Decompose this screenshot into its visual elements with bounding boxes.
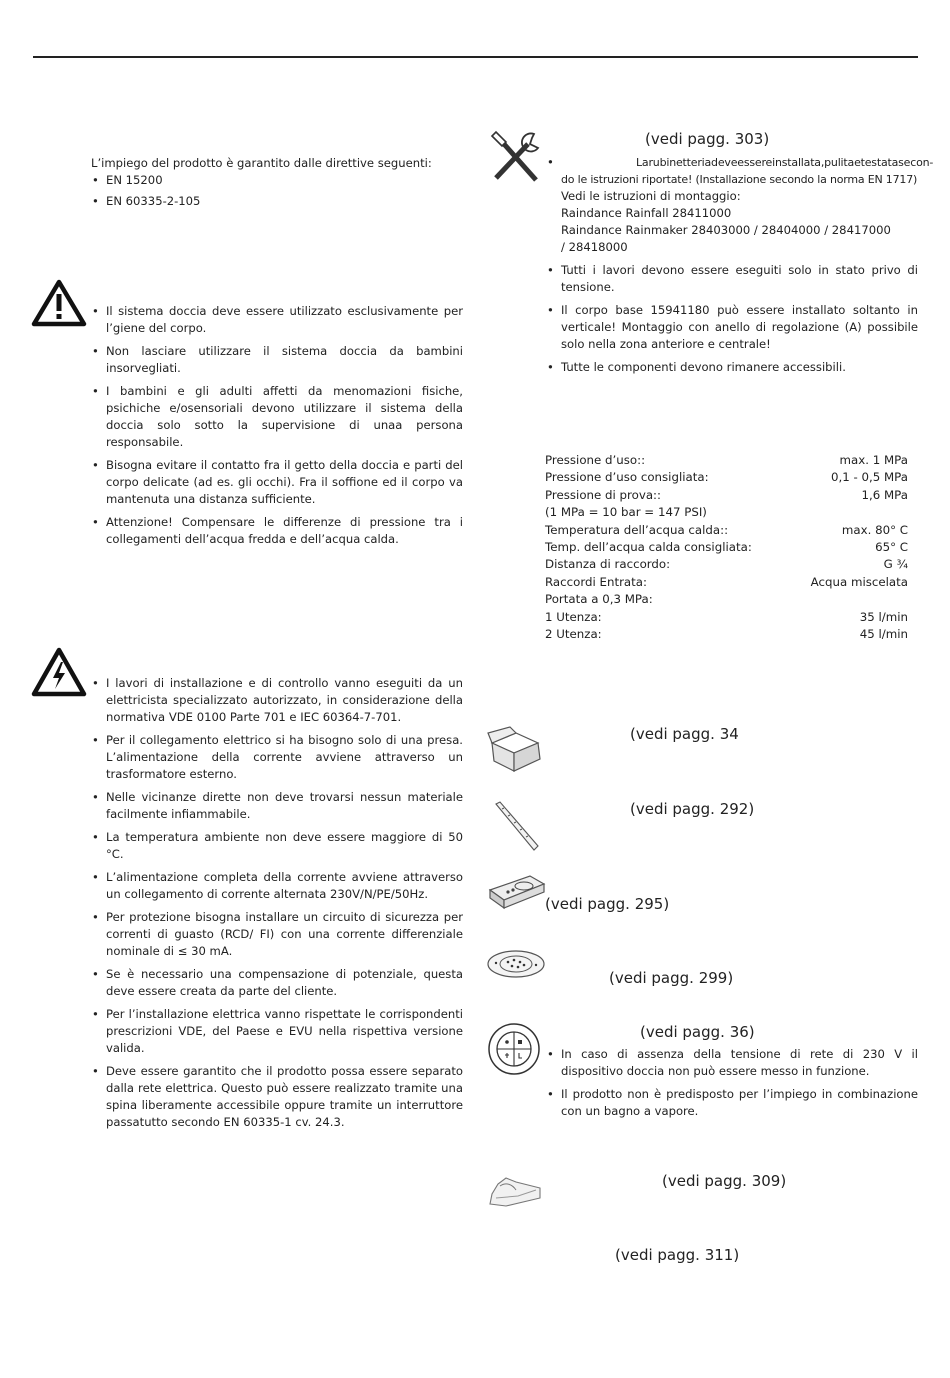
standard-item-2: • EN 60335-2-105 xyxy=(91,193,471,210)
spec-label: Pressione di prova:: xyxy=(545,487,661,502)
spec-row xyxy=(545,556,908,573)
spec-label: Temperatura dell’acqua calda:: xyxy=(545,522,729,537)
shower-head-ref: (vedi pagg. 299) xyxy=(609,969,734,987)
spec-row xyxy=(545,574,908,591)
panel-icon xyxy=(486,872,546,912)
electrical-item-7: • Se è necessario una compensazione di potenziale, questa deve essere creata da parte del cliente. xyxy=(91,966,463,1000)
shower-head-icon xyxy=(486,948,546,980)
control-item-1: • In caso di assenza della tensione di rete di 230 V il dispositivo doccia non può essere messo in funzione. xyxy=(546,1046,918,1080)
safety-item-4: • Bisogna evitare il contatto fra il getto della doccia e parti del corpo delicate (ad es. gli occhi). Fra il soffione ed il corpo va mantenuta una distanza sufficiente. xyxy=(91,457,463,508)
spec-row xyxy=(545,609,908,626)
safety-item-3: • I bambini e gli adulti affetti da menomazioni fisiche, psichiche e/osensoriali devono utilizzare il sistema della doccia solo sotto la supervisione di unaa persona responsabile. xyxy=(91,383,463,451)
electrical-item-4: • La temperatura ambiente non deve essere maggiore di 50 °C. xyxy=(91,829,463,863)
spec-row xyxy=(545,504,908,521)
spec-label: (1 MPa = 10 bar = 147 PSI) xyxy=(545,505,707,520)
spec-value: 1,6 MPa xyxy=(861,487,908,502)
warning-icon xyxy=(31,279,87,327)
electrical-item-5: • L’alimentazione completa della corrente avviene attraverso un collegamento di corrente alternata 230V/N/PE/50Hz. xyxy=(91,869,463,903)
install-item-2: • Tutti i lavori devono essere eseguiti solo in stato privo di tensione. xyxy=(546,262,918,296)
box-ref: (vedi pagg. 34 xyxy=(630,725,739,743)
spec-value: G ¾ xyxy=(883,557,908,572)
electrical-item-1: • I lavori di installazione e di controllo vanno eseguiti da un elettricista specializzato autorizzato, in considerazione della normativa VDE 0100 Parte 701 e IEC 60364-7-701. xyxy=(91,675,463,726)
spec-row xyxy=(545,469,908,486)
cleaning-ref: (vedi pagg. 309) xyxy=(662,1172,787,1190)
technical-data-table xyxy=(545,452,908,643)
spec-row xyxy=(545,591,908,608)
standards-list xyxy=(91,172,471,214)
control-ref: (vedi pagg. 36) xyxy=(640,1023,755,1041)
safety-list xyxy=(91,303,463,554)
electrical-item-9: • Deve essere garantito che il prodotto possa essere separato dalla rete elettrica. Questo può essere realizzato tramite una spina liberamente accessibile oppure tramite un interruttore passatutto secondo EN 60335-1 cv. 24.3. xyxy=(91,1063,463,1131)
directives-intro: L’impiego del prodotto è garantito dalle direttive seguenti: xyxy=(91,156,432,170)
electrical-item-6: • Per protezione bisogna installare un circuito di sicurezza per correnti di guasto (RCD/ FI) con una corrente differenziale nominale di ≤ 30 mA. xyxy=(91,909,463,960)
spec-label: Raccordi Entrata: xyxy=(545,574,647,589)
spec-row xyxy=(545,487,908,504)
electric-hazard-icon xyxy=(31,647,87,697)
electrical-list xyxy=(91,675,463,1137)
install-item-3: • Il corpo base 15941180 può essere installato soltanto in verticale! Montaggio con anello di regolazione (A) possibile solo nella zona anteriore e centrale! xyxy=(546,302,918,353)
spec-row xyxy=(545,539,908,556)
panel-ref: (vedi pagg. 295) xyxy=(545,895,670,913)
safety-item-2: • Non lasciare utilizzare il sistema doccia da bambini insorvegliati. xyxy=(91,343,463,377)
electrical-item-8: • Per l’installazione elettrica vanno rispettate le corrispondenti prescrizioni VDE, del Paese e EVU nella rispettiva versione valida. xyxy=(91,1006,463,1057)
spec-value: max. 1 MPa xyxy=(839,453,908,467)
cleaning-hand-icon xyxy=(486,1168,542,1208)
spec-label: Pressione d’uso:: xyxy=(545,453,646,467)
last-ref: (vedi pagg. 311) xyxy=(615,1246,740,1264)
spec-row xyxy=(545,452,908,469)
standard-item-1: • EN 15200 xyxy=(91,172,471,189)
spec-row xyxy=(545,522,908,539)
header-rule xyxy=(33,56,918,58)
install-ref: (vedi pagg. 303) xyxy=(645,130,770,148)
control-item-2: • Il prodotto non è predisposto per l’impiego in combinazione con un bagno a vapore. xyxy=(546,1086,918,1120)
box-icon xyxy=(486,725,544,775)
spec-label: Distanza di raccordo: xyxy=(545,557,671,572)
electrical-item-2: • Per il collegamento elettrico si ha bisogno solo di una presa. L’alimentazione della corrente avviene attraverso un trasformatore esterno. xyxy=(91,732,463,783)
control-list xyxy=(546,1046,918,1126)
safety-item-1: • Il sistema doccia deve essere utilizzato esclusivamente per l’giene del corpo. xyxy=(91,303,463,337)
control-icon xyxy=(487,1022,541,1076)
spec-value: 35 l/min xyxy=(859,609,908,624)
spec-label: Portata a 0,3 MPa: xyxy=(545,592,653,607)
spec-label: 1 Utenza: xyxy=(545,609,602,624)
spec-label: 2 Utenza: xyxy=(545,627,602,642)
tools-icon xyxy=(486,128,546,188)
electrical-item-3: • Nelle vicinanze dirette non deve trovarsi nessun materiale facilmente infiammabile. xyxy=(91,789,463,823)
install-list xyxy=(546,154,934,382)
spec-label: Temp. dell’acqua calda consigliata: xyxy=(545,540,752,555)
install-item-4: • Tutte le componenti devono rimanere accessibili. xyxy=(546,359,918,376)
spec-value: 65° C xyxy=(875,540,908,555)
spec-value: Acqua miscelata xyxy=(810,574,908,589)
spec-label: Pressione d’uso consigliata: xyxy=(545,470,709,485)
install-item-1: • Larubinetteriadeveessereinstallata,pulitaetestatasecon- do le istruzioni riportate! (Installazione secondo la norma EN 1717) Vedi le istruzioni di montaggio: Raindance Rainfall 28411000 Raindance Rainmaker 28403000 / 28404000 / 28417000 / 28418000 xyxy=(546,154,918,256)
safety-item-5: • Attenzione! Compensare le differenze di pressione tra i collegamenti dell’acqua fredda e dell’acqua calda. xyxy=(91,514,463,548)
spec-value: 45 l/min xyxy=(859,627,908,642)
spec-value: 0,1 - 0,5 MPa xyxy=(830,470,908,485)
spec-row xyxy=(545,626,908,643)
ruler-icon xyxy=(492,800,542,852)
ruler-ref: (vedi pagg. 292) xyxy=(630,800,755,818)
spec-value: max. 80° C xyxy=(841,522,908,537)
